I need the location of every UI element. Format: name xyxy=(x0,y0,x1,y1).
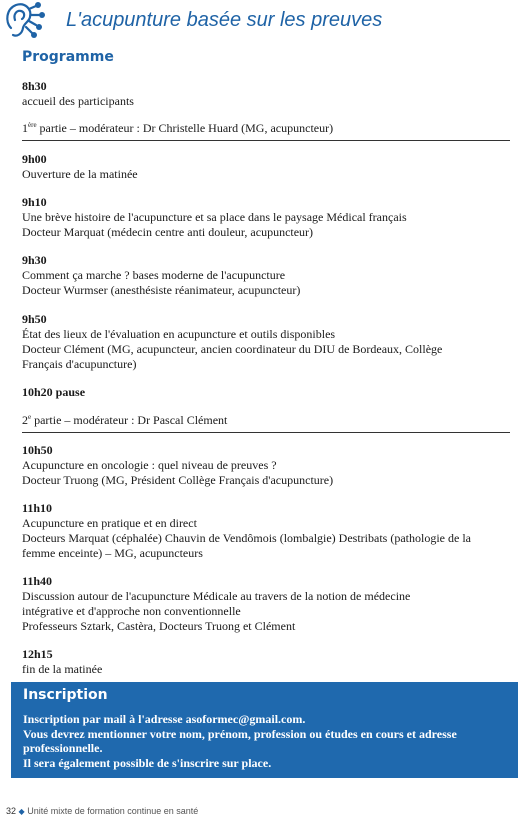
schedule-speaker: Docteurs Marquat (céphalée) Chauvin de Vendômois (lombalgie) Destribats (pathologie de la xyxy=(22,531,471,545)
schedule-time: 9h10 xyxy=(22,195,47,209)
schedule-time: 12h15 xyxy=(22,647,53,661)
schedule-text: Comment ça marche ? bases moderne de l'acupuncture xyxy=(22,268,286,282)
inscription-title: Inscription xyxy=(23,687,108,703)
inscription-line: Il sera également possible de s'inscrire sur place. xyxy=(23,755,272,770)
schedule-time: 11h40 xyxy=(22,574,53,588)
inscription-line: Vous devrez mentionner votre nom, prénom, profession ou études en cours et adresse xyxy=(23,726,457,741)
part-moderator: partie – modérateur : Dr Pascal Clément xyxy=(31,413,228,427)
inscription-box xyxy=(11,682,518,778)
footer-text: Unité mixte de formation continue en santé xyxy=(27,806,199,816)
schedule-time: 11h10 xyxy=(22,501,53,515)
schedule-speaker: Docteur Wurmser (anesthésiste réanimateur, acupuncteur) xyxy=(22,283,301,297)
schedule-text: Acupuncture en pratique et en direct xyxy=(22,516,197,530)
part-moderator: partie – modérateur : Dr Christelle Huard (MG, acupuncteur) xyxy=(36,121,334,135)
schedule-time: 9h30 xyxy=(22,253,47,267)
schedule-speaker: Français d'acupuncture) xyxy=(22,357,137,371)
schedule-speaker: femme enceinte) – MG, acupuncteurs xyxy=(22,546,203,560)
schedule-item xyxy=(22,312,508,372)
schedule-time: 8h30 xyxy=(22,79,47,93)
schedule-item xyxy=(22,385,508,400)
schedule-text: fin de la matinée xyxy=(22,662,103,676)
schedule-text: Discussion autour de l'acupuncture Médicale au travers de la notion de médecine xyxy=(22,589,411,603)
diamond-icon: ◆ xyxy=(18,807,25,816)
page-footer xyxy=(6,806,198,816)
schedule-item xyxy=(22,501,508,561)
schedule-speaker: Professeurs Sztark, Castèra, Docteurs Truong et Clément xyxy=(22,619,296,633)
schedule-speaker: Docteur Marquat (médecin centre anti douleur, acupuncteur) xyxy=(22,225,314,239)
schedule-item xyxy=(22,195,508,240)
schedule-text: État des lieux de l'évaluation en acupuncture et outils disponibles xyxy=(22,327,336,341)
schedule-item xyxy=(22,574,508,634)
schedule-speaker: Docteur Clément (MG, acupuncteur, ancien coordinateur du DIU de Bordeaux, Collège xyxy=(22,342,443,356)
schedule-text: Une brève histoire de l'acupuncture et sa place dans le paysage Médical français xyxy=(22,210,407,224)
inscription-line: professionnelle. xyxy=(23,741,103,755)
schedule-speaker: Docteur Truong (MG, Président Collège Français d'acupuncture) xyxy=(22,473,334,487)
schedule-time: 9h50 xyxy=(22,312,47,326)
part-ordinal: e xyxy=(28,413,32,421)
programme-heading: Programme xyxy=(22,49,114,65)
inscription-text xyxy=(23,712,509,770)
page-title: L'acupunture basée sur les preuves xyxy=(66,9,383,31)
part-1-header xyxy=(22,121,510,141)
part-ordinal: ère xyxy=(28,121,37,129)
part-number: 1 xyxy=(22,121,28,135)
schedule-item xyxy=(22,443,508,488)
schedule-text: intégrative et d'approche non conventionnelle xyxy=(22,604,241,618)
schedule-item xyxy=(22,152,508,182)
inscription-line: Inscription par mail à l'adresse asoformec@gmail.com. xyxy=(23,712,306,726)
part-2-header xyxy=(22,413,510,433)
schedule-pause: 10h20 pause xyxy=(22,385,86,399)
schedule-item xyxy=(22,79,508,109)
schedule-time: 9h00 xyxy=(22,152,47,166)
page-number: 32 xyxy=(6,806,17,816)
schedule-text: Ouverture de la matinée xyxy=(22,167,138,181)
ear-network-icon xyxy=(2,0,46,42)
schedule-text: accueil des participants xyxy=(22,94,134,108)
schedule-item xyxy=(22,647,508,677)
schedule-item xyxy=(22,253,508,298)
schedule-time: 10h50 xyxy=(22,443,53,457)
part-number: 2 xyxy=(22,413,28,427)
schedule-text: Acupuncture en oncologie : quel niveau de preuves ? xyxy=(22,458,277,472)
